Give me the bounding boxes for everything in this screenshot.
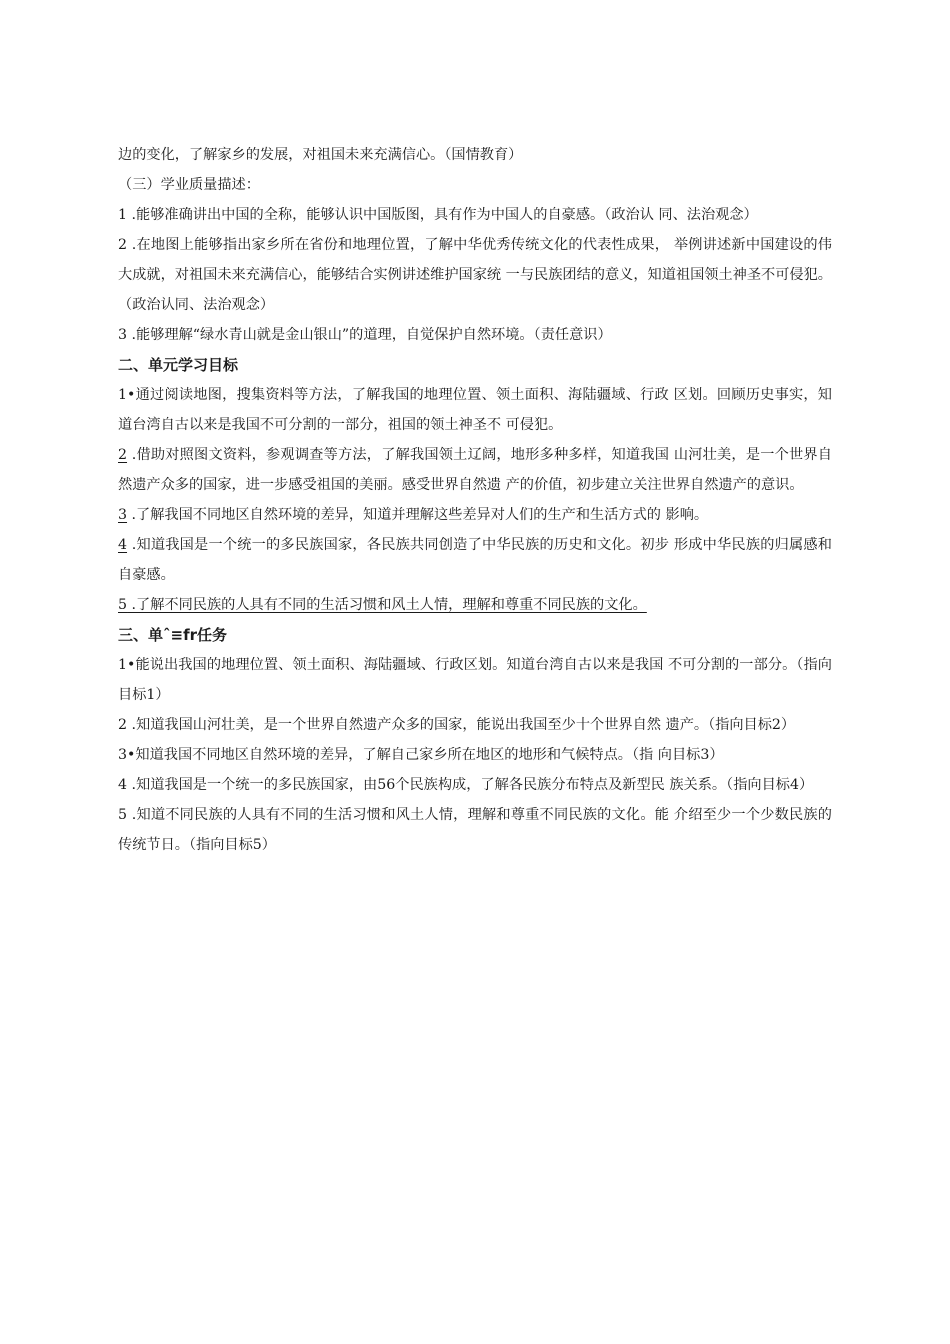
item-number: 1 — [118, 207, 128, 223]
item-text: .在地图上能够指出家乡所在省份和地理位置，了解中华优秀传统文化的代表性成果， 举例讲述新中国建设的伟大成就，对祖国未来充满信心，能够结合实例讲述维护国家统 一与民族团结的意义，知道祖国领土神圣不可侵犯。（政治认同、法治观念） — [118, 237, 832, 313]
item-text: .知道我国山河壮美，是一个世界自然遗产众多的国家，能说出我国至少十个世界自然 遗产。（指向目标2） — [127, 717, 796, 733]
item-number: 3 — [118, 327, 128, 343]
item-number: 2 — [118, 237, 128, 253]
tasks-heading: 三、单ˆ≡fr任务 — [118, 626, 227, 644]
item-number: 4 — [118, 537, 128, 553]
goal-item-4 — [118, 530, 832, 590]
document-body — [118, 140, 832, 860]
item-text: 通过阅读地图，搜集资料等方法，了解我国的地理位置、领土面积、海陆疆域、行政 区划。回顾历史事实，知道台湾自古以来是我国不可分割的一部分，祖国的领土神圣不 可侵犯。 — [118, 387, 832, 433]
item-number: 1• — [118, 657, 136, 673]
quality-heading: （三）学业质量描述： — [118, 177, 260, 193]
item-text: .能够理解“绿水青山就是金山银山”的道理，自觉保护自然环境。（责任意识） — [127, 327, 612, 343]
item-text: .知道我国是一个统一的多民族国家，由56个民族构成，了解各民族分布特点及新型民 族关系。（指向目标4） — [127, 777, 814, 793]
task-item-2 — [118, 710, 832, 740]
item-number: 5 — [118, 807, 128, 823]
item-text: .借助对照图文资料，参观调查等方法，了解我国领土辽阔，地形多种多样，知道我国 山河壮美，是一个世界自然遗产众多的国家，进一步感受祖国的美丽。感受世界自然遗 产的价值，初步建立关注世界自然遗产的意识。 — [118, 447, 832, 493]
item-number: 3 — [118, 507, 128, 523]
underlined-goal — [118, 597, 647, 613]
item-number: 4 — [118, 777, 128, 793]
item-text: .了解不同民族的人具有不同的生活习惯和风土人情，理解和尊重不同民族的文化。 — [127, 597, 647, 613]
item-number: 5 — [118, 597, 128, 613]
task-item-1 — [118, 650, 832, 710]
goal-item-2 — [118, 440, 832, 500]
quality-item-2 — [118, 230, 832, 320]
item-number: 2 — [118, 717, 128, 733]
task-item-5 — [118, 800, 832, 860]
task-item-4 — [118, 770, 832, 800]
item-text: .能够准确讲出中国的全称，能够认识中国版图，具有作为中国人的自豪感。（政治认 同、法治观念） — [127, 207, 758, 223]
goal-item-1 — [118, 380, 832, 440]
item-number: 1• — [118, 387, 136, 403]
item-text: .知道我国是一个统一的多民族国家，各民族共同创造了中华民族的历史和文化。初步 形成中华民族的归属感和自豪感。 — [118, 537, 832, 583]
goals-heading: 二、单元学习目标 — [118, 356, 239, 374]
quality-item-1 — [118, 200, 832, 230]
goal-item-5 — [118, 590, 832, 620]
goal-item-3 — [118, 500, 832, 530]
quality-item-3 — [118, 320, 832, 350]
intro-line: 边的变化，了解家乡的发展，对祖国未来充满信心。（国情教育） — [118, 147, 523, 163]
item-text: 知道我国不同地区自然环境的差异，了解自己家乡所在地区的地形和气候特点。（指 向目标3） — [135, 747, 724, 763]
item-number: 2 — [118, 447, 128, 463]
item-number: 3• — [118, 747, 136, 763]
item-text: .知道不同民族的人具有不同的生活习惯和风土人情，理解和尊重不同民族的文化。能 介绍至少一个少数民族的传统节日。（指向目标5） — [118, 807, 832, 853]
item-text: 能说出我国的地理位置、领土面积、海陆疆域、行政区划。知道台湾自古以来是我国 不可分割的一部分。（指向目标1） — [118, 657, 832, 703]
task-item-3 — [118, 740, 832, 770]
item-text: .了解我国不同地区自然环境的差异，知道并理解这些差异对人们的生产和生活方式的 影响。 — [127, 507, 709, 523]
